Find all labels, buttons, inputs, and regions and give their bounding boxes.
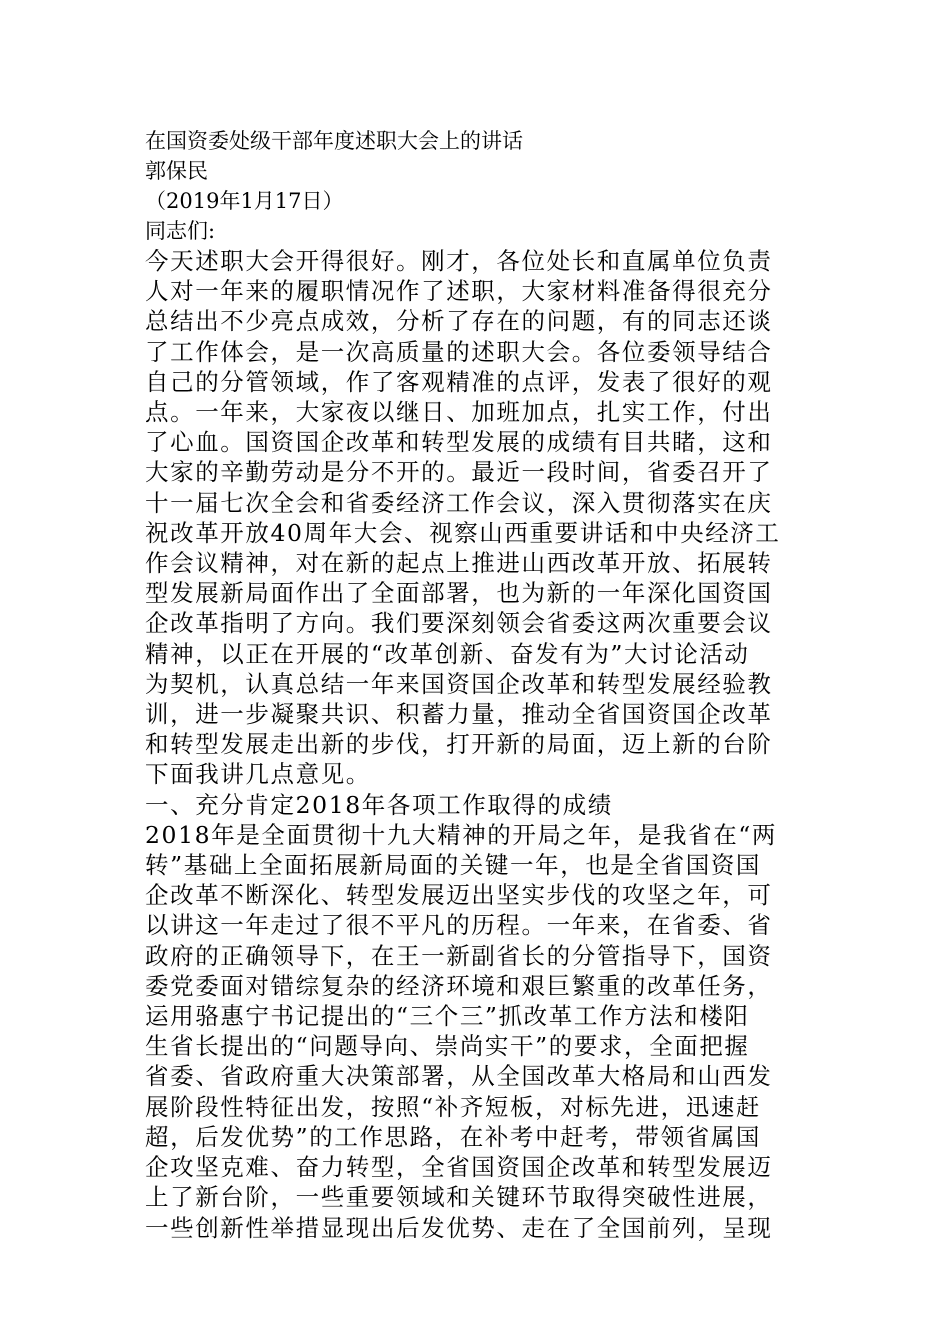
paragraph-line: 大家的辛勤劳动是分不开的。最近一段时间，省委召开了 bbox=[145, 458, 773, 487]
paragraph-line: 政府的正确领导下，在王一新副省长的分管指导下，国资 bbox=[145, 941, 773, 970]
speech-date: （2019年1月17日） bbox=[145, 189, 344, 213]
paragraph-line: 委党委面对错综复杂的经济环境和艰巨繁重的改革任务， bbox=[145, 971, 773, 1000]
paragraph-line: 精神，以正在开展的“改革创新、奋发有为”大讨论活动 bbox=[145, 639, 750, 668]
paragraph-line: 自己的分管领域，作了客观精准的点评，发表了很好的观 bbox=[145, 367, 773, 396]
paragraph-line: 企攻坚克难、奋力转型，全省国资国企改革和转型发展迈 bbox=[145, 1153, 773, 1182]
paragraph-line: 下面我讲几点意见。 bbox=[145, 760, 371, 789]
paragraph-line: 以讲这一年走过了很不平凡的历程。一年来，在省委、省 bbox=[145, 911, 773, 940]
paragraph-line: 运用骆惠宁书记提出的“三个三”抓改革工作方法和楼阳 bbox=[145, 1002, 750, 1031]
paragraph-line: 了心血。国资国企改革和转型发展的成绩有目共睹，这和 bbox=[145, 428, 773, 457]
paragraph-line: 转”基础上全面拓展新局面的关键一年，也是全省国资国 bbox=[145, 851, 762, 880]
paragraph-line: 展阶段性特征出发，按照“补齐短板，对标先进，迅速赶 bbox=[145, 1092, 762, 1121]
paragraph-line: 十一届七次全会和省委经济工作会议，深入贯彻落实在庆 bbox=[145, 488, 773, 517]
paragraph-line: 人对一年来的履职情况作了述职，大家材料准备得很充分 bbox=[145, 277, 773, 306]
paragraph-line: 企改革不断深化、转型发展迈出坚实步伐的攻坚之年，可 bbox=[145, 881, 773, 910]
paragraph-line: 了工作体会，是一次高质量的述职大会。各位委领导结合 bbox=[145, 337, 773, 366]
paragraph-line: 型发展新局面作出了全面部署，也为新的一年深化国资国 bbox=[145, 579, 773, 608]
paragraph-line: 2018年是全面贯彻十九大精神的开局之年，是我省在“两 bbox=[145, 820, 778, 849]
paragraph-line: 超，后发优势”的工作思路，在补考中赶考，带领省属国 bbox=[145, 1122, 762, 1151]
section-heading: 一、充分肯定2018年各项工作取得的成绩 bbox=[145, 790, 613, 819]
paragraph-line: 总结出不少亮点成效，分析了存在的问题，有的同志还谈 bbox=[145, 307, 773, 336]
paragraph-1 bbox=[145, 246, 807, 790]
paragraph-line: 一些创新性举措显现出后发优势、走在了全国前列，呈现 bbox=[145, 1213, 773, 1242]
paragraph-line: 作会议精神，对在新的起点上推进山西改革开放、拓展转 bbox=[145, 549, 773, 578]
speech-title: 在国资委处级干部年度述职大会上的讲话 bbox=[145, 129, 523, 153]
paragraph-line: 训，进一步凝聚共识、积蓄力量，推动全省国资国企改革 bbox=[145, 700, 773, 729]
speaker-name: 郭保民 bbox=[145, 159, 208, 183]
salutation: 同志们: bbox=[145, 219, 216, 243]
paragraph-line: 和转型发展走出新的步伐，打开新的局面，迈上新的台阶 bbox=[145, 730, 773, 759]
paragraph-2 bbox=[145, 820, 807, 1243]
paragraph-line: 祝改革开放40周年大会、视察山西重要讲话和中央经济工 bbox=[145, 518, 781, 547]
paragraph-line: 生省长提出的“问题导向、崇尚实干”的要求，全面把握 bbox=[145, 1032, 750, 1061]
paragraph-line: 为契机，认真总结一年来国资国企改革和转型发展经验教 bbox=[145, 669, 773, 698]
document-body bbox=[145, 126, 807, 1243]
paragraph-line: 点。一年来，大家夜以继日、加班加点，扎实工作，付出 bbox=[145, 398, 773, 427]
paragraph-line: 省委、省政府重大决策部署，从全国改革大格局和山西发 bbox=[145, 1062, 773, 1091]
paragraph-line: 今天述职大会开得很好。刚才，各位处长和直属单位负责 bbox=[145, 247, 773, 275]
paragraph-line: 企改革指明了方向。我们要深刻领会省委这两次重要会议 bbox=[145, 609, 773, 638]
paragraph-line: 上了新台阶，一些重要领域和关键环节取得突破性进展， bbox=[145, 1183, 773, 1212]
